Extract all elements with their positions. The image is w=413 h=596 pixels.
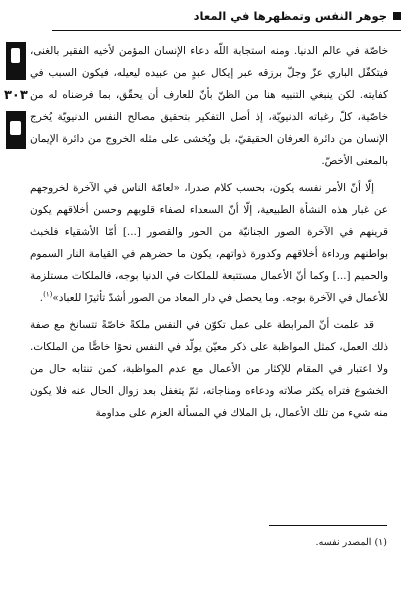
page-number: ٣٠٣ <box>4 88 28 103</box>
footnote: (١) المصدر نفسه. <box>315 537 387 548</box>
header-square-ornament <box>393 12 401 20</box>
running-header <box>52 8 401 31</box>
paragraph-2-text: إلّا أنّ الأمر نفسه يكون، بحسب كلام صدرا، «لعامّة الناس في الآخرة لخروجهم عن غبار هذه النشأة الطبيعية، إلّا أنّ السعداء لصفاء قلوبهم وحسن أخلاقهم يكون قرينهم في الآخرة الصور الجنانيّة من الحور والقصور [...] أمّا الأشقياء فلخبث بواطنهم ورداءة أخلاقهم وكدورة ذواتهم، يكون ما حضرهم في القيامة النار السموم والحميم [...] وكما أنّ الأعمال مستتبعة للملكات في الدنيا بوجه، فالملكات مستلزمة للأعمال في الآخرة بوجه. وما يحصل في دار المعاد من الصور أشدّ تأثيرًا للعباد» <box>30 182 388 304</box>
footnote-divider <box>269 525 387 526</box>
footnote-reference: (١) <box>43 290 53 299</box>
decorative-tab-bottom <box>6 111 26 149</box>
main-text <box>30 40 388 429</box>
paragraph-3: قد علمت أنّ المرابطة على عمل تكوّن في النفس ملكةً خاصّةً تتسانخ مع صفة ذلك العمل، كمثل المواظبة على ذكر معيّن يولّد في النفس نحوًا خاصًّا من الملكات. ولا اعتبار في المقام للإكثار من الأعمال مع عدم المواظبة، كمن تنتابه حال من الخشوع فتراه يكثر صلاته ودعاءه ومناجاته، ثمّ يتغفل بعد زوال الحال عنه فلا يكون منه شيء من تلك الأعمال، بل الملاك في المسألة العزم على مداومة <box>30 319 388 419</box>
decorative-tab-top <box>6 42 26 80</box>
paragraph-2: إلّا أنّ الأمر نفسه يكون، بحسب كلام صدرا، «لعامّة الناس في الآخرة لخروجهم عن غبار هذه النشأة الطبيعية، إلّا أنّ السعداء لصفاء قلوبهم وحسن أخلاقهم يكون قرينهم في الآخرة الصور الجنانيّة من الحور والقصور [...] أمّا الأشقياء فلخبث بواطنهم ورداءة أخلاقهم وكدورة ذواتهم، يكون ما حضرهم في القيامة النار السموم والحميم [...] وكما أنّ الأعمال مستتبعة للملكات في الدنيا بوجه، فالملكات مستلزمة للأعمال في الآخرة بوجه. وما يحصل في دار المعاد من الصور أشدّ تأثيرًا للعباد»$^{(١)}$. <box>30 182 388 304</box>
header-title: جوهر النفس وتمظهرها في المعاد <box>193 9 387 23</box>
paragraph-1: خاصّة في عالم الدنيا. ومنه استجابة اللّه دعاء الإنسان المؤمن لأخيه الفقير بالغنى، فيتكفّل الباري عزّ وجلّ برزقه عبر إيكال عبدٍ من عبيده ليعيله، فيكون السبب في كفايته. لكن ينبغي التنبيه هنا من الظنّ بأنّ للعارف أن يحقّق، بما فرضناه له من خاصّية، كلّ رغباته الدنيويّة، إذ أصل التفكير بتحقيق مصالح النفس الدنيويّة يُخرج الإنسان من دائرة العرفان الحقيقيّ، بل ويُخشى على مثله الخروج من دائرة الإيمان بالمعنى الأخصّ. <box>30 45 388 167</box>
